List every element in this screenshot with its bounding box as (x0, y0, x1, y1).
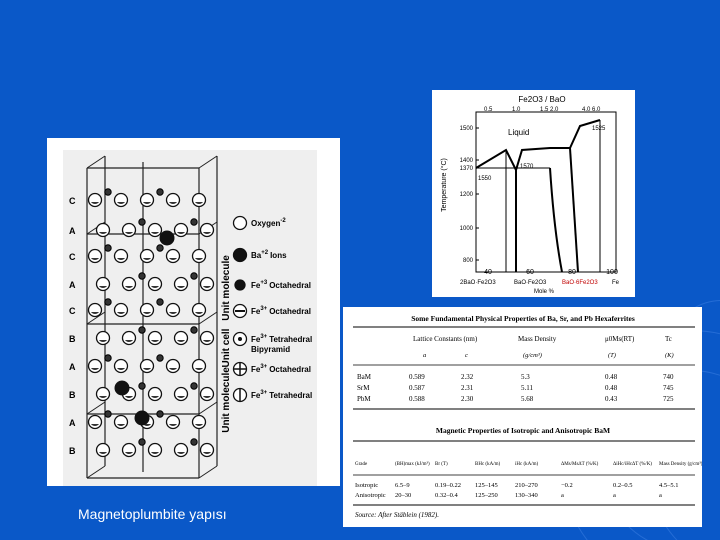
phase-name-4: Fe (612, 280, 620, 286)
label-1525: 1525 (592, 126, 606, 132)
iron-atom (139, 327, 145, 333)
table-cell: 5.68 (521, 395, 534, 403)
oxygen-atom (115, 304, 128, 317)
table-cell: 20–30 (395, 492, 412, 499)
table-column-subheader: (g/cm³) (523, 352, 542, 359)
oxygen-atom (89, 194, 102, 207)
table-cell: SrM (357, 384, 370, 392)
table-column-header: iHc (kA/m) (515, 462, 539, 467)
table-cell: 0.589 (409, 373, 425, 381)
oxygen-atom (141, 360, 154, 373)
layer-label: C (69, 252, 76, 262)
oxygen-atom (175, 224, 188, 237)
table-source: Source: After Stäblein (1982). (355, 511, 439, 519)
table-cell: 0.43 (605, 395, 618, 403)
oxygen-atom (201, 388, 214, 401)
table-column-header: ΔMs/MsΔT (%/K) (561, 462, 599, 467)
layer-label: B (69, 446, 76, 456)
layer-label: A (69, 362, 76, 372)
table-cell: 2.30 (461, 395, 474, 403)
phase-y-tick: 800 (462, 258, 473, 264)
properties-table-figure (343, 307, 702, 527)
phase-name-2: BaO·Fe2O3 (514, 280, 547, 286)
table-column-header: Mass Density (g/cm³) (659, 462, 702, 467)
iron-atom (157, 411, 163, 417)
oxygen-atom (201, 278, 214, 291)
table-cell: 740 (663, 373, 674, 381)
phase-diagram-figure (432, 90, 635, 297)
barium-atom (160, 231, 175, 246)
phase-boundary (570, 148, 578, 272)
table-title: Some Fundamental Physical Properties of Ba, Sr, and Pb Hexaferrites (411, 314, 635, 323)
table-column-subheader: c (465, 352, 468, 359)
oxygen-atom (175, 444, 188, 457)
oxygen-atom (167, 304, 180, 317)
oxygen-atom (141, 250, 154, 263)
oxygen-atom (89, 416, 102, 429)
table-cell: 125–250 (475, 492, 498, 499)
table-cell: −0.2 (561, 482, 573, 489)
legend-label: $Fe^{3+}$ Tetrahedral Bipyramid (251, 334, 313, 354)
table-cell: 125–145 (475, 482, 498, 489)
phase-y-tick: 1200 (459, 192, 473, 198)
oxygen-atom (123, 332, 136, 345)
legend-label: $Fe^{3+}$ Octahedral (251, 306, 311, 316)
table-column-header: Mass Density (518, 335, 557, 343)
table-column-header: Br (T) (435, 462, 448, 467)
oxygen-atom (149, 278, 162, 291)
phase-y-tick: 1500 (459, 126, 473, 132)
table-cell: 130–340 (515, 492, 538, 499)
table2-title: Magnetic Properties of Isotropic and Anisotropic BaM (435, 426, 611, 435)
iron-atom (157, 355, 163, 361)
table-column-subheader: (T) (608, 352, 616, 359)
barium-atom (115, 381, 130, 396)
table-cell: 2.31 (461, 384, 474, 392)
oxygen-atom (141, 304, 154, 317)
table-cell: 0.48 (605, 373, 618, 381)
table-cell: 210–270 (515, 482, 538, 489)
table-cell: a (561, 492, 564, 499)
phase-bottom-tick: 80 (568, 269, 576, 276)
iron-atom (157, 245, 163, 251)
label-1550: 1550 (478, 176, 492, 182)
oxygen-atom (193, 194, 206, 207)
crystal-structure-figure (47, 138, 340, 486)
iron-atom (139, 273, 145, 279)
oxygen-atom (123, 224, 136, 237)
iron-atom (105, 189, 111, 195)
table-cell: 725 (663, 395, 674, 403)
table-cell: 2.32 (461, 373, 474, 381)
oxygen-atom (149, 332, 162, 345)
oxygen-atom (193, 250, 206, 263)
oxygen-atom (97, 224, 110, 237)
phase-name-1: 2BaO·Fe2O3 (460, 280, 496, 286)
table-column-subheader: (K) (665, 352, 674, 359)
phase-name-3: BaO·6Fe2O3 (562, 280, 598, 286)
unit-molecule-bottom-label: Unit molecule (221, 367, 232, 433)
iron-atom (191, 439, 197, 445)
phase-top-tick: 1.5 2.0 (540, 107, 559, 113)
layer-label: C (69, 196, 76, 206)
oxygen-atom (167, 250, 180, 263)
layer-label: C (69, 306, 76, 316)
phase-top-title: Fe2O3 / BaO (518, 95, 566, 104)
slide-caption: Magnetoplumbite yapısı (78, 506, 227, 522)
table-column-subheader: a (423, 352, 427, 359)
table-column-header: μ0Ms(RT) (605, 335, 635, 343)
oxygen-atom (89, 250, 102, 263)
oxygen-atom (193, 304, 206, 317)
legend-symbol-filled-small (235, 280, 245, 290)
table-column-header: Grade (355, 462, 368, 467)
barium-atom (135, 411, 150, 426)
oxygen-atom (115, 194, 128, 207)
table-cell: Isotropic (355, 482, 379, 489)
oxygen-atom (175, 332, 188, 345)
legend-label: $Fe^{3+}$ Tetrahedral (251, 390, 313, 400)
oxygen-atom (201, 444, 214, 457)
phase-top-tick: 1.0 (512, 107, 521, 113)
iron-atom (191, 273, 197, 279)
legend-label: Oxygen$^{-2}$ (251, 218, 286, 228)
phase-x-label: Mole % (533, 289, 555, 295)
oxygen-atom (115, 250, 128, 263)
iron-atom (105, 411, 111, 417)
liquidus-curve (476, 120, 600, 170)
iron-atom (105, 245, 111, 251)
table-cell: PbM (357, 395, 371, 403)
layer-label: A (69, 280, 76, 290)
iron-atom (105, 299, 111, 305)
oxygen-atom (175, 278, 188, 291)
phase-y-label: Temperature (°C) (441, 158, 448, 212)
table-column-header: BHc (kA/m) (475, 462, 501, 467)
oxygen-atom (123, 278, 136, 291)
table-cell: 0.2–0.5 (613, 482, 633, 489)
legend-label: $Ba^{+2}$ Ions (251, 250, 287, 260)
oxygen-atom (149, 388, 162, 401)
iron-atom (139, 219, 145, 225)
unit-molecule-top-label: Unit molecule (221, 255, 232, 321)
oxygen-atom (175, 388, 188, 401)
oxygen-atom (89, 360, 102, 373)
iron-atom (191, 327, 197, 333)
oxygen-atom (141, 194, 154, 207)
phase-bottom-tick: 100 (606, 269, 618, 276)
oxygen-atom (193, 360, 206, 373)
liquid-label: Liquid (508, 128, 530, 137)
oxygen-atom (97, 444, 110, 457)
oxygen-atom (167, 194, 180, 207)
legend-symbol-filled-circle (234, 249, 247, 262)
table-cell: 0.32–0.4 (435, 492, 458, 499)
layer-label: B (69, 390, 76, 400)
table-cell: BaM (357, 373, 371, 381)
legend-label: $Fe^{+3}$ Octahedral (251, 280, 311, 290)
table-cell: a (613, 492, 616, 499)
table-cell: 4.5–5.1 (659, 482, 679, 489)
legend-label: $Fe^{3+}$ Octahedral (251, 364, 311, 374)
table-cell: Anisotropic (355, 492, 386, 499)
table-column-header: ΔiHc/iHcΔT (%/K) (613, 462, 652, 467)
oxygen-atom (97, 332, 110, 345)
oxygen-atom (201, 332, 214, 345)
oxygen-atom (201, 224, 214, 237)
phase-top-tick: 0.5 (484, 107, 493, 113)
layer-label: B (69, 334, 76, 344)
iron-atom (157, 189, 163, 195)
oxygen-atom (193, 416, 206, 429)
table-cell: 0.48 (605, 384, 618, 392)
oxygen-atom (97, 278, 110, 291)
table-column-header: (BH)max (kJ/m³) (395, 462, 430, 467)
oxygen-atom (167, 360, 180, 373)
iron-atom (139, 439, 145, 445)
legend-symbol-open-circle (234, 217, 247, 230)
table-cell: 0.587 (409, 384, 425, 392)
table-cell: 6.5–9 (395, 482, 410, 489)
layer-label: A (69, 418, 76, 428)
iron-atom (191, 383, 197, 389)
label-1570: 1570 (520, 164, 534, 170)
iron-atom (105, 355, 111, 361)
phase-bottom-tick: 40 (484, 269, 492, 276)
table-column-header: Lattice Constants (nm) (413, 335, 478, 343)
oxygen-atom (123, 444, 136, 457)
table-cell: 5.3 (521, 373, 530, 381)
phase-y-tick: 1000 (459, 226, 473, 232)
table-cell: a (659, 492, 662, 499)
oxygen-atom (89, 304, 102, 317)
unit-cell-label: Unit cell (221, 328, 232, 368)
iron-atom (157, 299, 163, 305)
phase-y-tick: 1400 (459, 158, 473, 164)
phase-plot-frame (476, 112, 616, 272)
oxygen-atom (149, 444, 162, 457)
table-column-header: Tc (665, 335, 672, 343)
table-cell: 0.19–0.22 (435, 482, 461, 489)
table-cell: 745 (663, 384, 674, 392)
oxygen-atom (167, 416, 180, 429)
iron-atom (139, 383, 145, 389)
phase-top-tick: 4.0 6.0 (582, 107, 601, 113)
phase-bottom-tick: 60 (526, 269, 534, 276)
phase-boundary (550, 168, 562, 272)
table-cell: 0.588 (409, 395, 425, 403)
iron-atom (191, 219, 197, 225)
layer-label: A (69, 226, 76, 236)
oxygen-atom (115, 360, 128, 373)
phase-y-tick: 1370 (459, 166, 473, 172)
table-cell: 5.11 (521, 384, 533, 392)
oxygen-atom (149, 224, 162, 237)
oxygen-atom (115, 416, 128, 429)
oxygen-atom (97, 388, 110, 401)
